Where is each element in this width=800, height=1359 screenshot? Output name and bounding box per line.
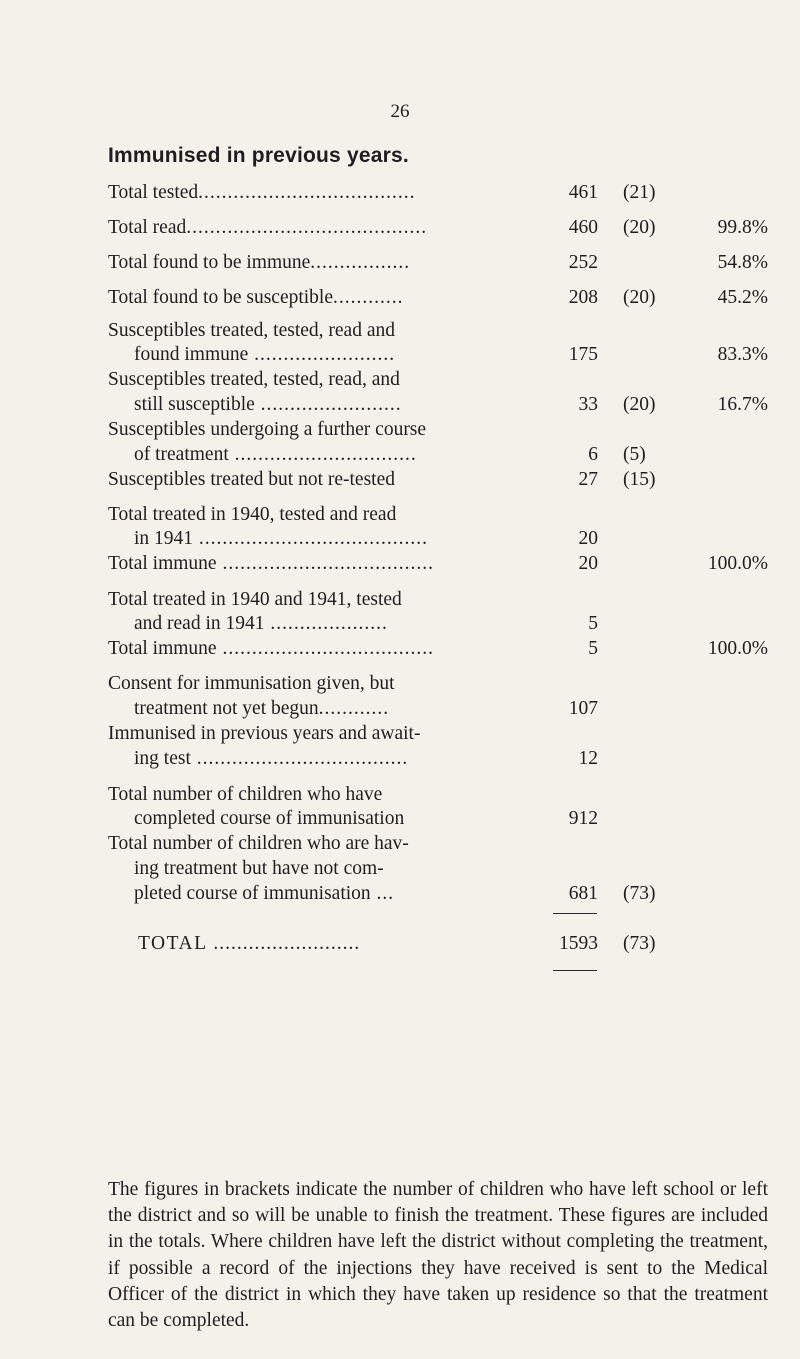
table-row (0, 182, 800, 212)
table-row (0, 287, 800, 317)
row-label: Susceptibles undergoing a further course (108, 419, 427, 440)
row-label: Total tested..................................... (108, 182, 416, 203)
row-percent: 16.7% (717, 394, 768, 415)
row-bracket: (5) (623, 444, 646, 465)
row-value: 6 (588, 444, 598, 465)
row-value: 27 (578, 469, 598, 490)
row-label: Total immune .................................... (108, 553, 434, 574)
table-row (0, 252, 800, 282)
total-row (0, 933, 800, 963)
footnote-paragraph: The figures in brackets indicate the number of children who have left school or left the district and so will be unable to finish the treatment. These figures are included in the totals. Where children have left the district without completing the treatment, if possible a record of the injections they have received is sent to the Medical Officer of the district in which they have taken up residence so that the treatment can be completed. (108, 1179, 768, 1332)
table-row (0, 883, 800, 913)
row-label: Susceptibles treated but not re-tested (108, 469, 395, 490)
row-value: 5 (588, 638, 598, 659)
row-label: Total treated in 1940 and 1941, tested (108, 589, 402, 610)
row-value: 33 (578, 394, 598, 415)
table-row (0, 553, 800, 583)
row-value: 681 (568, 883, 598, 904)
row-value: 107 (568, 698, 598, 719)
row-value: 460 (568, 217, 598, 238)
row-label: ing test .................................... (134, 748, 409, 769)
total-bracket: (73) (623, 933, 656, 954)
row-value: 912 (568, 808, 598, 829)
row-label: of treatment ............................... (134, 444, 417, 465)
row-bracket: (20) (623, 287, 656, 308)
row-bracket: (73) (623, 883, 656, 904)
row-percent: 45.2% (717, 287, 768, 308)
row-percent: 100.0% (707, 553, 768, 574)
row-value: 20 (578, 528, 598, 549)
total-label: TOTAL ......................... (138, 933, 361, 954)
row-label: Immunised in previous years and await- (108, 723, 421, 744)
row-bracket: (15) (623, 469, 656, 490)
row-label: found immune ........................ (134, 344, 396, 365)
row-percent: 54.8% (717, 252, 768, 273)
page-number: 26 (390, 101, 410, 122)
row-value: 20 (578, 553, 598, 574)
table-row (0, 469, 800, 499)
row-label: Susceptibles treated, tested, read, and (108, 369, 400, 390)
row-label: Total found to be immune................. (108, 252, 411, 273)
row-label: Total immune .................................... (108, 638, 434, 659)
row-label: Susceptibles treated, tested, read and (108, 320, 395, 341)
row-value: 12 (578, 748, 598, 769)
row-value: 252 (568, 252, 598, 273)
row-label: treatment not yet begun............ (134, 698, 390, 719)
row-label: Total number of children who have (108, 784, 383, 805)
row-label: still susceptible ........................ (134, 394, 402, 415)
row-label: and read in 1941 .................... (134, 613, 388, 634)
sum-rule-top (553, 913, 597, 914)
total-value: 1593 (559, 933, 598, 954)
row-bracket: (20) (623, 394, 656, 415)
row-label: completed course of immunisation (134, 808, 405, 829)
row-value: 461 (568, 182, 598, 203)
row-percent: 99.8% (717, 217, 768, 238)
row-label: Total read......................................... (108, 217, 428, 238)
table-row (0, 748, 800, 778)
row-label: pleted course of immunisation ... (134, 883, 395, 904)
table-row (0, 217, 800, 247)
row-bracket: (21) (623, 182, 656, 203)
row-value: 208 (568, 287, 598, 308)
row-label: Total number of children who are hav- (108, 833, 409, 854)
row-percent: 100.0% (707, 638, 768, 659)
table-row (0, 638, 800, 668)
page-heading: Immunised in previous years. (108, 144, 409, 167)
row-label: in 1941 ....................................... (134, 528, 429, 549)
row-value: 175 (568, 344, 598, 365)
row-bracket: (20) (623, 217, 656, 238)
row-percent: 83.3% (717, 344, 768, 365)
row-label: Consent for immunisation given, but (108, 673, 395, 694)
sum-rule-bottom (553, 970, 597, 971)
row-label: ing treatment but have not com- (134, 858, 384, 879)
row-label: Total found to be susceptible............ (108, 287, 404, 308)
row-label: Total treated in 1940, tested and read (108, 504, 397, 525)
row-value: 5 (588, 613, 598, 634)
